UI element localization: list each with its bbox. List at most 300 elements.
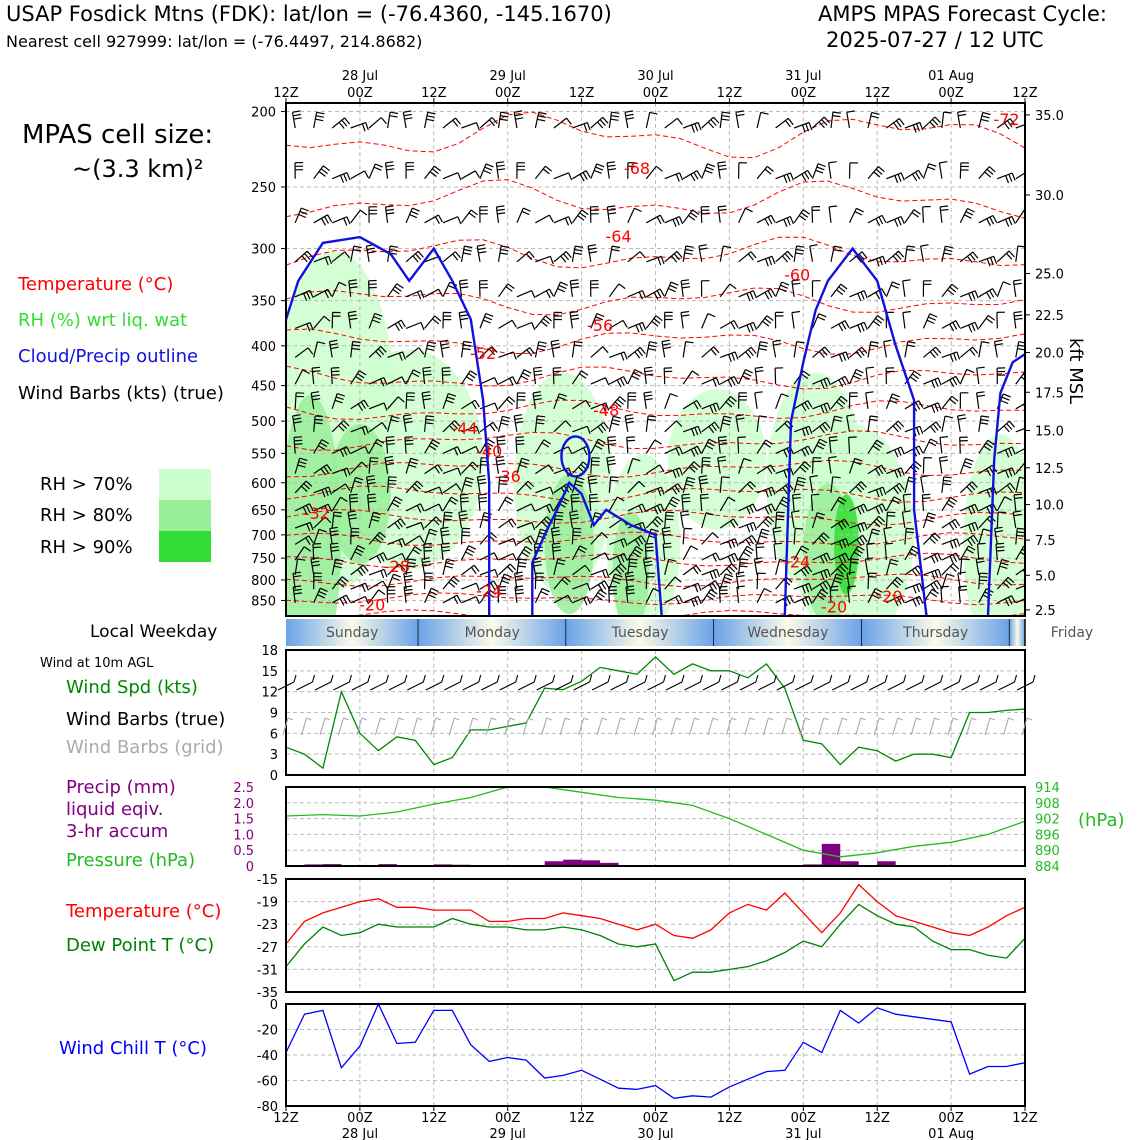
pressure-label: Pressure (hPa) xyxy=(66,850,196,871)
pressure-axis-label: 750 xyxy=(251,552,276,568)
weekday-label: Tuesday xyxy=(611,625,669,641)
kft-axis-label: 25.0 xyxy=(1035,267,1064,283)
wind-barb xyxy=(829,206,837,223)
wind-barb xyxy=(813,347,830,358)
wind-barb xyxy=(554,252,571,263)
wind-barb xyxy=(720,112,730,128)
wind-barb xyxy=(754,558,763,575)
precip-axis-label: 1.0 xyxy=(233,828,254,844)
grid-wind-barb xyxy=(579,718,589,735)
wind-barb xyxy=(570,280,579,297)
wind-barb xyxy=(403,111,412,128)
wind-barb xyxy=(609,284,625,297)
surface-wind-barb xyxy=(611,675,629,690)
wind-barb xyxy=(702,553,720,562)
grid-wind-barb xyxy=(634,718,644,735)
wind-barb xyxy=(459,312,468,329)
wind-barb xyxy=(718,162,727,179)
wind-barb xyxy=(757,256,775,266)
wind-barb xyxy=(443,595,461,604)
wind-barb xyxy=(850,208,864,222)
weekday-band xyxy=(1010,619,1025,646)
precip-accum-label: 3-hr accum xyxy=(66,821,169,842)
bottom-axis-tick-label: 12Z xyxy=(568,1111,595,1126)
wind-barb xyxy=(850,322,868,332)
wind-barb xyxy=(866,367,874,384)
wind-barb xyxy=(905,170,923,181)
wind-barb xyxy=(517,291,535,298)
wind-panel-axis-label: 15 xyxy=(261,664,278,680)
wind-barb xyxy=(665,282,679,297)
top-axis-date-label: 30 Jul xyxy=(637,69,674,84)
wind-panel-axis-label: 0 xyxy=(269,769,278,784)
grid-wind-barb xyxy=(560,718,570,735)
wind-barb xyxy=(443,217,461,224)
temp-panel-axis-label: -23 xyxy=(256,918,278,934)
wind-barb xyxy=(942,564,959,575)
wind-barb xyxy=(755,392,763,409)
wind-barb xyxy=(702,314,716,329)
wind-barb xyxy=(386,162,395,179)
wind-barb xyxy=(1016,371,1032,384)
precip-axis-label: 0.5 xyxy=(233,844,254,860)
wind-panel-axis-label: 9 xyxy=(269,706,278,722)
wind-barb xyxy=(958,415,967,432)
grid-wind-barb xyxy=(726,718,736,735)
wind-barb xyxy=(499,416,511,432)
wind-barb xyxy=(942,497,957,511)
wind-barb xyxy=(664,368,672,384)
temp-panel-axis-label: -27 xyxy=(256,940,278,956)
wind-barb xyxy=(905,583,923,593)
grid-wind-barb xyxy=(967,718,977,735)
pressure-unit-label: (hPa) xyxy=(1078,810,1125,831)
grid-wind-barb xyxy=(689,718,699,735)
wind-barb xyxy=(462,210,478,223)
wind-barb xyxy=(923,513,935,528)
wind-barb xyxy=(480,207,488,223)
bottom-axis-tick-label: 12Z xyxy=(421,1111,447,1126)
wind-barb xyxy=(535,215,553,223)
wind-barb xyxy=(388,112,398,128)
wind-barb xyxy=(905,210,921,223)
top-axis-tick-label: 00Z xyxy=(347,86,373,101)
wind-barb xyxy=(850,163,858,179)
surface-wind-barb xyxy=(444,675,462,690)
grid-wind-barb xyxy=(837,718,847,735)
wind-barb xyxy=(293,111,302,128)
wind-barb xyxy=(939,162,947,179)
wind-barb xyxy=(625,415,634,432)
pressure-axis-label: 902 xyxy=(1035,812,1060,828)
wind-barb xyxy=(776,173,794,183)
grid-wind-barb xyxy=(338,718,348,735)
wind-barb xyxy=(425,316,441,328)
grid-wind-barb xyxy=(800,718,810,735)
weekday-label: Thursday xyxy=(903,625,969,641)
kft-axis-label: 20.0 xyxy=(1035,346,1064,362)
precip-panel-frame xyxy=(286,787,1025,866)
wind-barb xyxy=(979,113,991,129)
surface-wind-barb xyxy=(629,675,647,690)
legend-barbs: Wind Barbs (kts) (true) xyxy=(18,383,224,404)
wind-barb xyxy=(960,393,968,409)
wind-barb xyxy=(979,256,997,266)
surface-wind-barb xyxy=(851,675,869,690)
pressure-axis-label: 650 xyxy=(251,503,276,519)
wind-barb xyxy=(683,342,693,358)
pressure-axis-label: 914 xyxy=(1035,781,1060,796)
wind-barb xyxy=(351,210,367,223)
wind-barb xyxy=(739,347,757,358)
wind-barb xyxy=(739,536,757,547)
grid-wind-barb xyxy=(893,718,903,735)
wind-barb xyxy=(609,112,619,128)
wind-barb xyxy=(517,163,525,179)
wind-barb xyxy=(997,173,1015,183)
wind-barb xyxy=(812,207,820,223)
windchill-label: Wind Chill T (°C) xyxy=(59,1038,207,1059)
windchill-panel-axis-label: -60 xyxy=(256,1074,278,1090)
isotherm-label: -28 xyxy=(383,557,410,577)
surface-wind-barb xyxy=(481,675,499,690)
surface-wind-barb xyxy=(333,675,351,690)
wind-barb xyxy=(810,245,818,262)
top-axis-tick-label: 12Z xyxy=(716,86,743,101)
wind-barb xyxy=(979,316,995,329)
surface-wind-barb xyxy=(962,675,980,690)
wind-barb xyxy=(665,217,683,227)
wind-barb xyxy=(702,569,720,579)
isotherm-label: -32 xyxy=(303,503,330,523)
surface-wind-barb xyxy=(906,675,924,690)
wind-barb xyxy=(831,352,849,362)
isotherm-label: -52 xyxy=(469,344,497,364)
wind-barb xyxy=(570,312,579,329)
wind-barb xyxy=(662,340,671,357)
weekday-label: Monday xyxy=(464,625,520,641)
wind-barb xyxy=(775,312,783,328)
surface-wind-barb xyxy=(832,675,850,690)
wind-barb xyxy=(997,312,1005,328)
wind-barb xyxy=(979,342,990,358)
top-axis-tick-label: 12Z xyxy=(568,86,595,101)
surface-wind-barb xyxy=(518,675,536,690)
bottom-axis-tick-label: 00Z xyxy=(494,1111,521,1126)
cell-size-label: MPAS cell size: xyxy=(22,120,214,150)
grid-wind-barb xyxy=(431,718,441,735)
legend-temperature: Temperature (°C) xyxy=(18,274,174,295)
wind-barb xyxy=(813,117,830,128)
wind-barb xyxy=(665,251,682,262)
wind-panel-axis-label: 6 xyxy=(269,727,278,743)
grid-wind-barb xyxy=(819,718,829,735)
wind-barb xyxy=(314,166,330,179)
surface-wind-barb xyxy=(370,675,388,690)
wind-barb xyxy=(499,284,515,297)
wind-barb xyxy=(886,119,904,130)
wind-barb xyxy=(517,348,535,358)
wind-barb xyxy=(406,208,420,223)
wind-barb xyxy=(665,118,683,128)
pressure-axis-label: 350 xyxy=(251,294,276,310)
wind-barb xyxy=(702,347,719,358)
wind-barb xyxy=(792,312,800,329)
wind-barb xyxy=(683,583,701,592)
wind-barb xyxy=(739,163,747,179)
wind-barb xyxy=(480,378,498,385)
wind-barb xyxy=(480,314,493,329)
pressure-axis-label: 896 xyxy=(1035,828,1060,844)
bottom-axis-date-label: 28 Jul xyxy=(341,1127,379,1140)
wind-barb xyxy=(960,459,973,474)
wind-barb xyxy=(554,173,572,180)
temp-panel-axis-label: -19 xyxy=(256,895,278,911)
wind-barb xyxy=(517,323,535,330)
wind-barb xyxy=(756,544,764,561)
wind-barb xyxy=(923,439,937,453)
bottom-axis-tick-label: 12Z xyxy=(273,1111,299,1126)
wind-barb xyxy=(1014,280,1022,297)
isotherm-label: -40 xyxy=(476,442,503,462)
wind-barb xyxy=(295,208,309,223)
surface-wind-barb xyxy=(555,675,573,690)
surface-wind-barb xyxy=(407,675,425,690)
isotherm-label: -20 xyxy=(876,586,903,606)
main-panel-content xyxy=(274,103,1038,675)
top-axis-tick-label: 12Z xyxy=(273,86,299,101)
temp-panel-axis-label: -31 xyxy=(256,963,278,979)
pressure-axis-label: 800 xyxy=(251,573,276,589)
wind-barb xyxy=(628,252,645,262)
wind-barb xyxy=(332,173,350,183)
pressure-axis-label: 884 xyxy=(1035,860,1060,875)
wind-barb xyxy=(739,252,757,262)
wind-barb xyxy=(406,163,414,179)
pressure-axis-label: 700 xyxy=(251,528,276,544)
wind-barb xyxy=(720,352,738,362)
wind-barb xyxy=(886,368,894,384)
local-weekday-label: Local Weekday xyxy=(90,622,218,642)
wind-barb xyxy=(591,378,609,385)
isotherm-label: -60 xyxy=(784,265,811,285)
wind-barb xyxy=(868,167,884,179)
wind-barb xyxy=(997,421,1014,432)
wind-barb xyxy=(702,164,715,179)
grid-wind-barb xyxy=(542,718,552,735)
wind-barb xyxy=(923,207,931,223)
isotherm-label: -24 xyxy=(476,581,503,601)
wind-barb xyxy=(977,392,985,409)
kft-axis-label: 22.5 xyxy=(1035,308,1064,324)
isotherm-label: -72 xyxy=(993,109,1020,129)
wind-speed-label: Wind Spd (kts) xyxy=(66,677,198,698)
page-subtitle: Nearest cell 927999: lat/lon = (-76.4497, 214.8682) xyxy=(6,32,423,51)
wind-barb xyxy=(443,252,461,262)
surface-wind-barb xyxy=(943,675,961,690)
wind-barb xyxy=(831,284,847,297)
wind-barb xyxy=(757,215,775,225)
legend-rh90-label: RH > 90% xyxy=(40,537,133,558)
isotherm-label: -20 xyxy=(821,597,848,617)
kft-axis-label: 17.5 xyxy=(1035,386,1064,402)
wind-barb xyxy=(702,281,710,297)
grid-wind-barb xyxy=(856,718,866,735)
wind-panel-axis-label: 12 xyxy=(261,685,278,701)
kft-axis-label: 12.5 xyxy=(1035,461,1064,477)
surface-wind-barb xyxy=(888,675,906,690)
wind-barb xyxy=(627,437,635,454)
wind-barb xyxy=(480,281,488,297)
page-title: USAP Fosdick Mtns (FDK): lat/lon = (-76.4360, -145.1670) xyxy=(6,2,612,26)
windchill-panel-axis-label: -80 xyxy=(256,1100,278,1115)
wind-barb xyxy=(591,281,599,297)
precip-axis-label: 2.5 xyxy=(233,781,254,796)
wind-barb xyxy=(720,284,736,297)
wind-barb xyxy=(776,118,794,128)
surface-wind-barb xyxy=(777,675,795,690)
wind-barb xyxy=(665,312,673,328)
wind-barb xyxy=(850,370,864,385)
dewpoint-label: Dew Point T (°C) xyxy=(66,935,215,956)
wind-barb xyxy=(406,323,424,331)
bottom-axis-tick-label: 00Z xyxy=(642,1111,669,1126)
surface-wind-barb xyxy=(463,675,481,690)
wind-barb xyxy=(979,289,997,300)
legend-rh: RH (%) wrt liq. wat xyxy=(18,310,188,331)
wind-barb xyxy=(628,347,646,358)
wind-barb xyxy=(775,368,783,384)
kft-axis-label: kft MSL xyxy=(1065,338,1086,405)
weekday-label: Sunday xyxy=(326,625,379,641)
wind-barb xyxy=(332,118,349,129)
surface-wind-barb xyxy=(721,675,739,690)
wind-barb xyxy=(496,162,505,179)
wind-barb xyxy=(551,340,560,357)
wind-10m-label: Wind at 10m AGL xyxy=(40,656,154,671)
wind-barb xyxy=(960,291,978,301)
bottom-axis-date-label: 30 Jul xyxy=(637,1127,674,1140)
top-axis-date-label: 29 Jul xyxy=(489,69,526,84)
wind-barb xyxy=(997,216,1015,226)
surface-wind-barb xyxy=(352,675,370,690)
wind-barb xyxy=(644,392,653,409)
wind-barb xyxy=(443,173,461,180)
grid-wind-barb xyxy=(763,718,773,735)
wind-barb xyxy=(683,596,701,606)
wind-barb xyxy=(477,245,486,262)
wind-barb xyxy=(813,281,821,297)
wind-barb xyxy=(905,596,923,606)
wind-barb xyxy=(388,284,404,297)
grid-wind-barb xyxy=(449,718,459,735)
wind-barb xyxy=(794,210,810,223)
windchill-panel-axis-label: 0 xyxy=(269,998,278,1013)
wind-barb xyxy=(923,378,941,388)
wind-barb xyxy=(496,206,505,223)
wind-barb xyxy=(699,245,708,262)
surface-wind-barb xyxy=(758,675,776,690)
wind-barb xyxy=(462,371,478,384)
grid-wind-barb xyxy=(597,718,607,735)
wind-barb xyxy=(776,217,794,227)
surface-wind-barb xyxy=(315,675,333,690)
wind-barb xyxy=(534,367,543,384)
wind-barb xyxy=(628,208,642,223)
wind-barb xyxy=(739,370,753,385)
wind-barb xyxy=(886,173,904,183)
wind-barb xyxy=(480,422,498,431)
top-axis-tick-label: 12Z xyxy=(421,86,447,101)
wind-barb xyxy=(646,416,656,432)
wind-barb xyxy=(554,282,568,297)
wind-barb xyxy=(757,342,768,358)
wind-barb xyxy=(406,251,423,262)
wind-barb xyxy=(607,162,616,179)
grid-wind-barb xyxy=(1022,718,1032,735)
grid-wind-barb xyxy=(301,718,311,735)
grid-wind-barb xyxy=(283,718,293,735)
wind-barb xyxy=(850,291,868,301)
rh-shade xyxy=(329,424,391,564)
wind-barb xyxy=(462,565,480,575)
wind-barb xyxy=(295,163,303,179)
wind-barbs-grid-label: Wind Barbs (grid) xyxy=(66,737,224,758)
wind-barb xyxy=(736,111,745,128)
bottom-axis-tick-label: 12Z xyxy=(1012,1111,1038,1126)
wind-barb xyxy=(997,282,1010,297)
wind-barb xyxy=(609,352,627,361)
legend-rh80-label: RH > 80% xyxy=(40,505,133,526)
bottom-axis-date-label: 01 Aug xyxy=(928,1127,975,1140)
wind-barb xyxy=(942,352,960,362)
isotherm-label: -20 xyxy=(359,595,386,615)
wind-barb xyxy=(386,206,395,223)
wind-barb xyxy=(923,422,941,433)
wind-barb xyxy=(388,320,406,331)
top-axis-date-label: 01 Aug xyxy=(928,69,975,84)
wind-barb xyxy=(480,164,493,179)
wind-barb xyxy=(942,477,952,493)
wind-barb xyxy=(813,164,826,179)
wind-barb xyxy=(940,206,948,223)
wind-barb xyxy=(683,210,699,223)
windchill-panel-axis-label: -20 xyxy=(256,1023,278,1039)
bottom-axis-tick-label: 12Z xyxy=(864,1111,890,1126)
wind-barb xyxy=(979,416,989,432)
wind-barb xyxy=(480,118,497,129)
wind-barb xyxy=(739,291,757,301)
wind-barb xyxy=(757,289,775,299)
wind-barb xyxy=(886,421,903,432)
top-axis-tick-label: 12Z xyxy=(864,86,890,101)
wind-barb xyxy=(958,111,967,128)
grid-wind-barb xyxy=(357,718,367,735)
wind-barb xyxy=(757,112,768,128)
isotherm-label: -64 xyxy=(605,227,632,247)
wind-barb xyxy=(701,207,709,223)
isotherm-label: -44 xyxy=(451,419,478,439)
wind-barb xyxy=(921,476,929,493)
top-axis-date-label: 31 Jul xyxy=(785,69,822,84)
wind-barb xyxy=(366,245,375,262)
precip-axis-label: 1.5 xyxy=(233,812,254,828)
wind-barb xyxy=(588,245,597,262)
kft-axis-label: 30.0 xyxy=(1035,188,1064,204)
surface-wind-barb xyxy=(426,675,444,690)
wind-barb xyxy=(868,316,884,329)
wind-barb xyxy=(683,528,692,544)
